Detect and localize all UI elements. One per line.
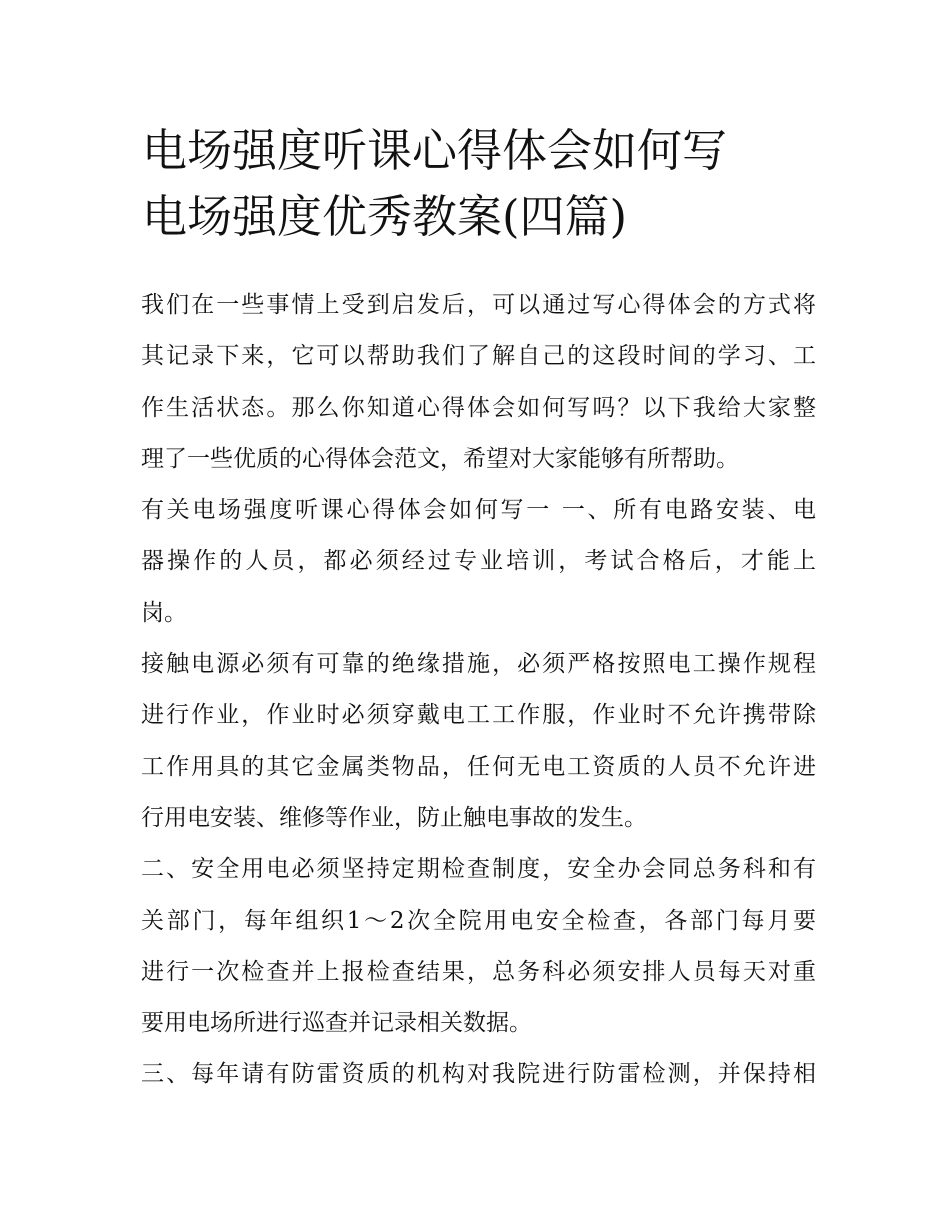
title-line-2: 电场强度优秀教案(四篇) [142, 190, 628, 243]
document-title [142, 118, 822, 250]
paragraph-section-2 [141, 844, 816, 1049]
text-line: 要用电场所进行巡查并记录相关数据。 [141, 1010, 532, 1037]
text-line: 岗。 [141, 599, 187, 626]
text-line: 进行一次检查并上报检查结果，总务科必须安排人员每天对重 [141, 958, 816, 985]
text-line: 我们在一些事情上受到启发后，可以通过写心得体会的方式将 [141, 292, 816, 318]
text-line: 三、每年请有防雷资质的机构对我院进行防雷检测，并保持相 [141, 1061, 816, 1088]
title-line-1: 电场强度听课心得体会如何写 [142, 124, 728, 177]
text-line: 其记录下来，它可以帮助我们了解自己的这段时间的学习、工 [141, 343, 816, 370]
paragraph-section-3 [141, 1049, 816, 1100]
text-line: 接触电源必须有可靠的绝缘措施，必须严格按照电工操作规程 [141, 651, 816, 678]
text-line: 理了一些优质的心得体会范文，希望对大家能够有所帮助。 [141, 445, 739, 472]
paragraph-section-1 [141, 485, 816, 639]
text-line: 器操作的人员，都必须经过专业培训，考试合格后，才能上 [141, 548, 816, 575]
paragraph-intro [141, 280, 816, 485]
text-line: 进行作业，作业时必须穿戴电工工作服，作业时不允许携带除 [141, 702, 816, 729]
text-line: 作生活状态。那么你知道心得体会如何写吗？以下我给大家整 [141, 394, 816, 421]
text-line: 关部门，每年组织1～2次全院用电安全检查，各部门每月要 [141, 907, 816, 934]
text-line: 二、安全用电必须坚持定期检查制度，安全办会同总务科和有 [141, 856, 816, 883]
text-line: 行用电安装、维修等作业，防止触电事故的发生。 [141, 804, 647, 831]
document-body [141, 280, 816, 1101]
text-line: 有关电场强度听课心得体会如何写一 一、所有电路安装、电 [141, 497, 816, 524]
text-line: 工作用具的其它金属类物品，任何无电工资质的人员不允许进 [141, 753, 816, 780]
paragraph-insulation [141, 639, 816, 844]
